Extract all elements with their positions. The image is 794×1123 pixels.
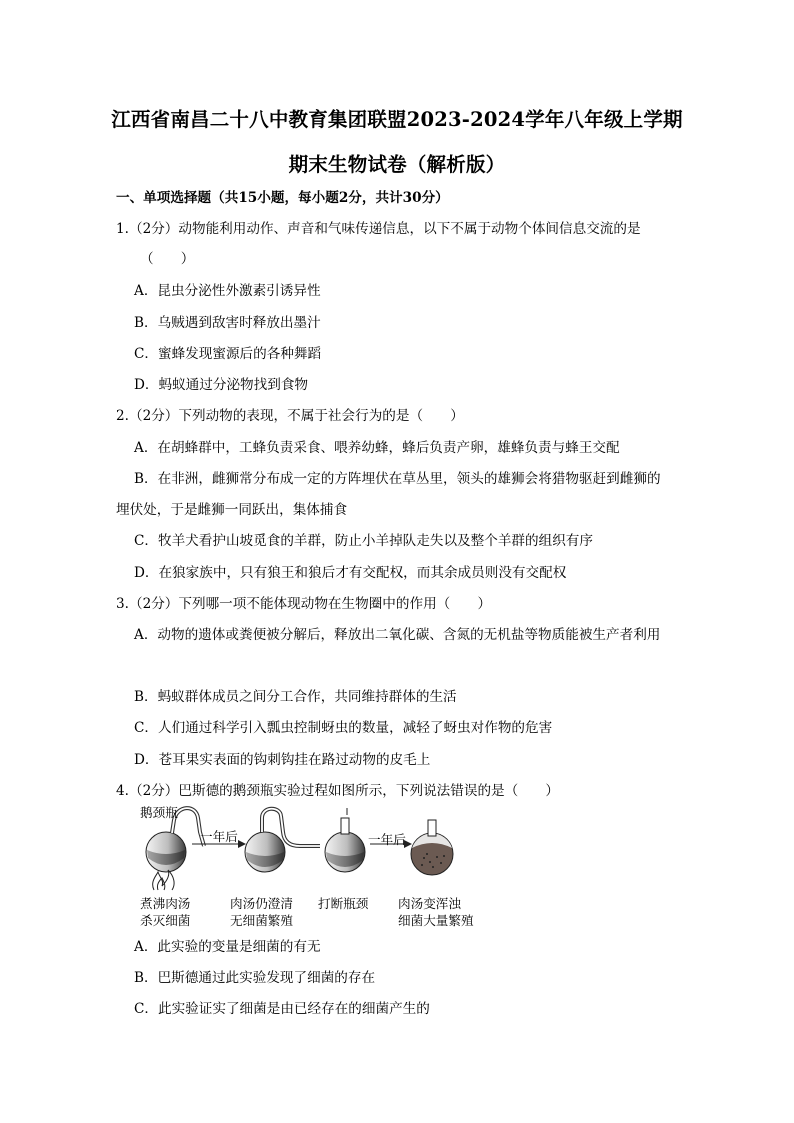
question-1-stem-cont: （ ） — [140, 251, 195, 267]
swan-neck-flask-diagram — [134, 802, 494, 930]
question-2-option-d: D．在狼家族中，只有狼王和狼后才有交配权，而其余成员则没有交配权 — [134, 565, 567, 581]
title-line-2: 期末生物试卷（解析版） — [288, 153, 506, 176]
question-2-option-c: C．牧羊犬看护山坡觅食的羊群，防止小羊掉队走失以及整个羊群的组织有序 — [134, 533, 593, 549]
caption-clear-line-2: 无细菌繁殖 — [230, 913, 293, 928]
title-line-1: 江西省南昌二十八中教育集团联盟2023-2024学年八年级上学期 — [111, 108, 683, 131]
question-3-option-c: C．人们通过科学引入瓢虫控制蚜虫的数量，减轻了蚜虫对作物的危害 — [134, 720, 553, 736]
question-4-option-a: A．此实验的变量是细菌的有无 — [134, 939, 321, 955]
question-3-option-d: D．苍耳果实表面的钩刺钩挂在路过动物的皮毛上 — [134, 752, 431, 768]
caption-turbid-line-2: 细菌大量繁殖 — [398, 913, 474, 928]
flame-icon — [153, 870, 174, 890]
label-one-year-later-1: 一年后 — [200, 829, 238, 844]
label-swan-neck-flask: 鹅颈瓶 — [140, 805, 178, 820]
question-2-stem: 2.（2分）下列动物的表现，不属于社会行为的是（ ） — [116, 408, 464, 424]
label-one-year-later-2: 一年后 — [368, 832, 406, 847]
question-4-option-b: B．巴斯德通过此实验发现了细菌的存在 — [134, 970, 376, 986]
question-1-stem: 1.（2分）动物能利用动作、声音和气味传递信息，以下不属于动物个体间信息交流的是 — [116, 221, 641, 237]
flask-turbid — [411, 820, 453, 875]
question-2-option-a: A．在胡蜂群中，工蜂负责采食、喂养幼蜂，蜂后负责产卵，雄蜂负责与蜂王交配 — [134, 440, 620, 456]
question-4-stem: 4.（2分）巴斯德的鹅颈瓶实验过程如图所示，下列说法错误的是（ ） — [116, 783, 560, 799]
flask-broken-neck — [325, 808, 365, 872]
question-1-option-d: D．蚂蚁通过分泌物找到食物 — [134, 377, 309, 393]
question-1-option-c: C．蜜蜂发现蜜源后的各种舞蹈 — [134, 346, 322, 362]
question-1-option-b: B．乌贼遇到敌害时释放出墨汁 — [134, 315, 321, 331]
question-2-option-b: B．在非洲，雌狮常分布成一定的方阵埋伏在草丛里，领头的雄狮会将猎物驱赶到雌狮的 — [134, 471, 661, 487]
caption-boil-line-1: 煮沸肉汤 — [140, 896, 191, 911]
question-3-stem: 3.（2分）下列哪一项不能体现动物在生物圈中的作用（ ） — [116, 596, 492, 612]
question-3-option-b: B．蚂蚁群体成员之间分工合作，共同维持群体的生活 — [134, 689, 457, 705]
question-3-option-a: A．动物的遗体或粪便被分解后，释放出二氧化碳、含氮的无机盐等物质能被生产者利用 — [134, 627, 661, 643]
section-heading: 一、单项选择题（共15小题，每小题2分，共计30分） — [116, 190, 449, 206]
caption-boil-line-2: 杀灭细菌 — [140, 913, 191, 928]
flask-clear — [245, 809, 320, 872]
question-2-option-b-cont: 埋伏处，于是雌狮一同跃出，集体捕食 — [116, 502, 348, 518]
caption-break-neck: 打断瓶颈 — [318, 896, 369, 911]
question-1-option-a: A．昆虫分泌性外激素引诱异性 — [134, 283, 321, 299]
question-4-option-c: C．此实验证实了细菌是由已经存在的细菌产生的 — [134, 1001, 430, 1017]
caption-turbid-line-1: 肉汤变浑浊 — [398, 896, 461, 911]
caption-clear-line-1: 肉汤仍澄清 — [230, 896, 293, 911]
